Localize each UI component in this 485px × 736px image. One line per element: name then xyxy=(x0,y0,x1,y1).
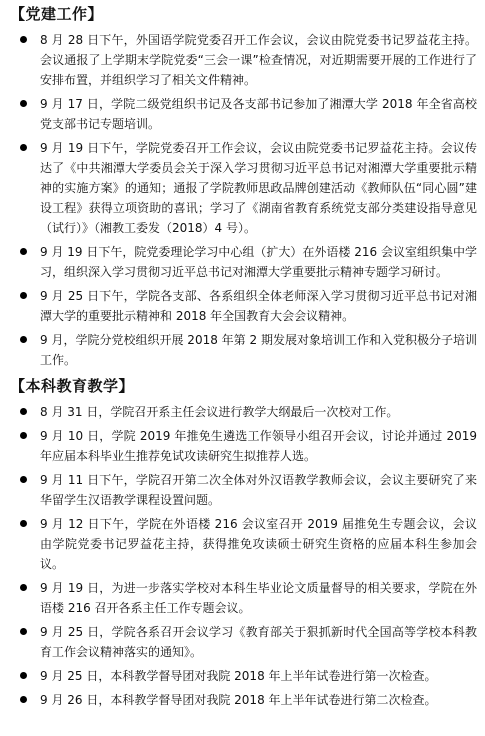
bullet-icon xyxy=(20,476,27,483)
list-item xyxy=(10,242,477,282)
list-item xyxy=(10,330,477,370)
bullet-icon xyxy=(20,408,27,415)
item-text: 9 月 25 日，学院各系召开会议学习《教育部关于狠抓新时代全国高等学校本科教育工作会议精神落实的通知》。 xyxy=(40,625,477,659)
section-heading: 【本科教育教学】 xyxy=(10,377,135,395)
bullet-icon xyxy=(20,292,27,299)
item-text: 8 月 31 日，学院召开系主任会议进行教学大纲最后一次校对工作。 xyxy=(40,405,399,419)
section-heading: 【党建工作】 xyxy=(10,5,104,23)
bullet-icon xyxy=(20,672,27,679)
item-text: 9 月 11 日下午，学院召开第二次全体对外汉语教学教师会议，会议主要研究了来华留学生汉语教学课程设置问题。 xyxy=(40,473,477,507)
item-text: 8 月 28 日下午，外国语学院党委召开工作会议，会议由院党委书记罗益花主持。会议通报了上学期末学院党委“三会一课”检查情况，对近期需要开展的工作进行了安排布置，并组织学习了相关文件精神。 xyxy=(40,33,477,87)
list-item xyxy=(10,578,477,618)
item-text: 9 月 19 日，为进一步落实学校对本科生毕业论文质量督导的相关要求，学院在外语楼 216 召开各系主任工作专题会议。 xyxy=(40,581,477,615)
section-party-building xyxy=(10,4,477,370)
list-item xyxy=(10,402,477,422)
section-undergraduate-teaching xyxy=(10,376,477,710)
item-text: 9 月 10 日，学院 2019 年推免生遴选工作领导小组召开会议，讨论并通过 2019 年应届本科毕业生推荐免试攻读研究生拟推荐人选。 xyxy=(40,429,477,463)
item-text: 9 月 25 日下午，学院各支部、各系组织全体老师深入学习贯彻习近平总书记对湘潭大学的重要批示精神和 2018 年全国教育大会会议精神。 xyxy=(40,289,477,323)
item-text: 9 月 25 日，本科教学督导团对我院 2018 年上半年试卷进行第一次检查。 xyxy=(40,669,437,683)
item-text: 9 月 19 日下午，学院党委召开工作会议，会议由院党委书记罗益花主持。会议传达了《中共湘潭大学委员会关于深入学习贯彻习近平总书记对湘潭大学重要批示精神的实施方案》的通知；通报了学院教师思政品牌创建活动《教师队伍“同心圆”建设工程》获得立项资助的喜讯；学习了《湖南省教育系统党支部分类建设指导意见（试行）》（湘教工委发（2018）4 号）。 xyxy=(40,141,477,235)
item-text: 9 月 17 日，学院二级党组织书记及各支部书记参加了湘潭大学 2018 年全省高校党支部书记专题培训。 xyxy=(40,97,477,131)
item-text: 9 月 26 日，本科教学督导团对我院 2018 年上半年试卷进行第二次检查。 xyxy=(40,693,437,707)
item-list xyxy=(10,30,477,370)
list-item xyxy=(10,30,477,90)
list-item xyxy=(10,426,477,466)
item-list xyxy=(10,402,477,710)
list-item xyxy=(10,94,477,134)
bullet-icon xyxy=(20,100,27,107)
bullet-icon xyxy=(20,628,27,635)
list-item xyxy=(10,690,477,710)
bullet-icon xyxy=(20,36,27,43)
bullet-icon xyxy=(20,336,27,343)
bullet-icon xyxy=(20,432,27,439)
bullet-icon xyxy=(20,144,27,151)
list-item xyxy=(10,470,477,510)
item-text: 9 月，学院分党校组织开展 2018 年第 2 期发展对象培训工作和入党积极分子培训工作。 xyxy=(40,333,477,367)
list-item xyxy=(10,286,477,326)
list-item xyxy=(10,138,477,238)
list-item xyxy=(10,622,477,662)
bullet-icon xyxy=(20,696,27,703)
list-item xyxy=(10,666,477,686)
bullet-icon xyxy=(20,584,27,591)
item-text: 9 月 12 日下午，学院在外语楼 216 会议室召开 2019 届推免生专题会议，会议由学院党委书记罗益花主持，获得推免攻读硕士研究生资格的应届本科生参加会议。 xyxy=(40,517,477,571)
list-item xyxy=(10,514,477,574)
item-text: 9 月 19 日下午，院党委理论学习中心组（扩大）在外语楼 216 会议室组织集中学习，组织深入学习贯彻习近平总书记对湘潭大学重要批示精神专题学习研讨。 xyxy=(40,245,477,279)
bullet-icon xyxy=(20,248,27,255)
bullet-icon xyxy=(20,520,27,527)
